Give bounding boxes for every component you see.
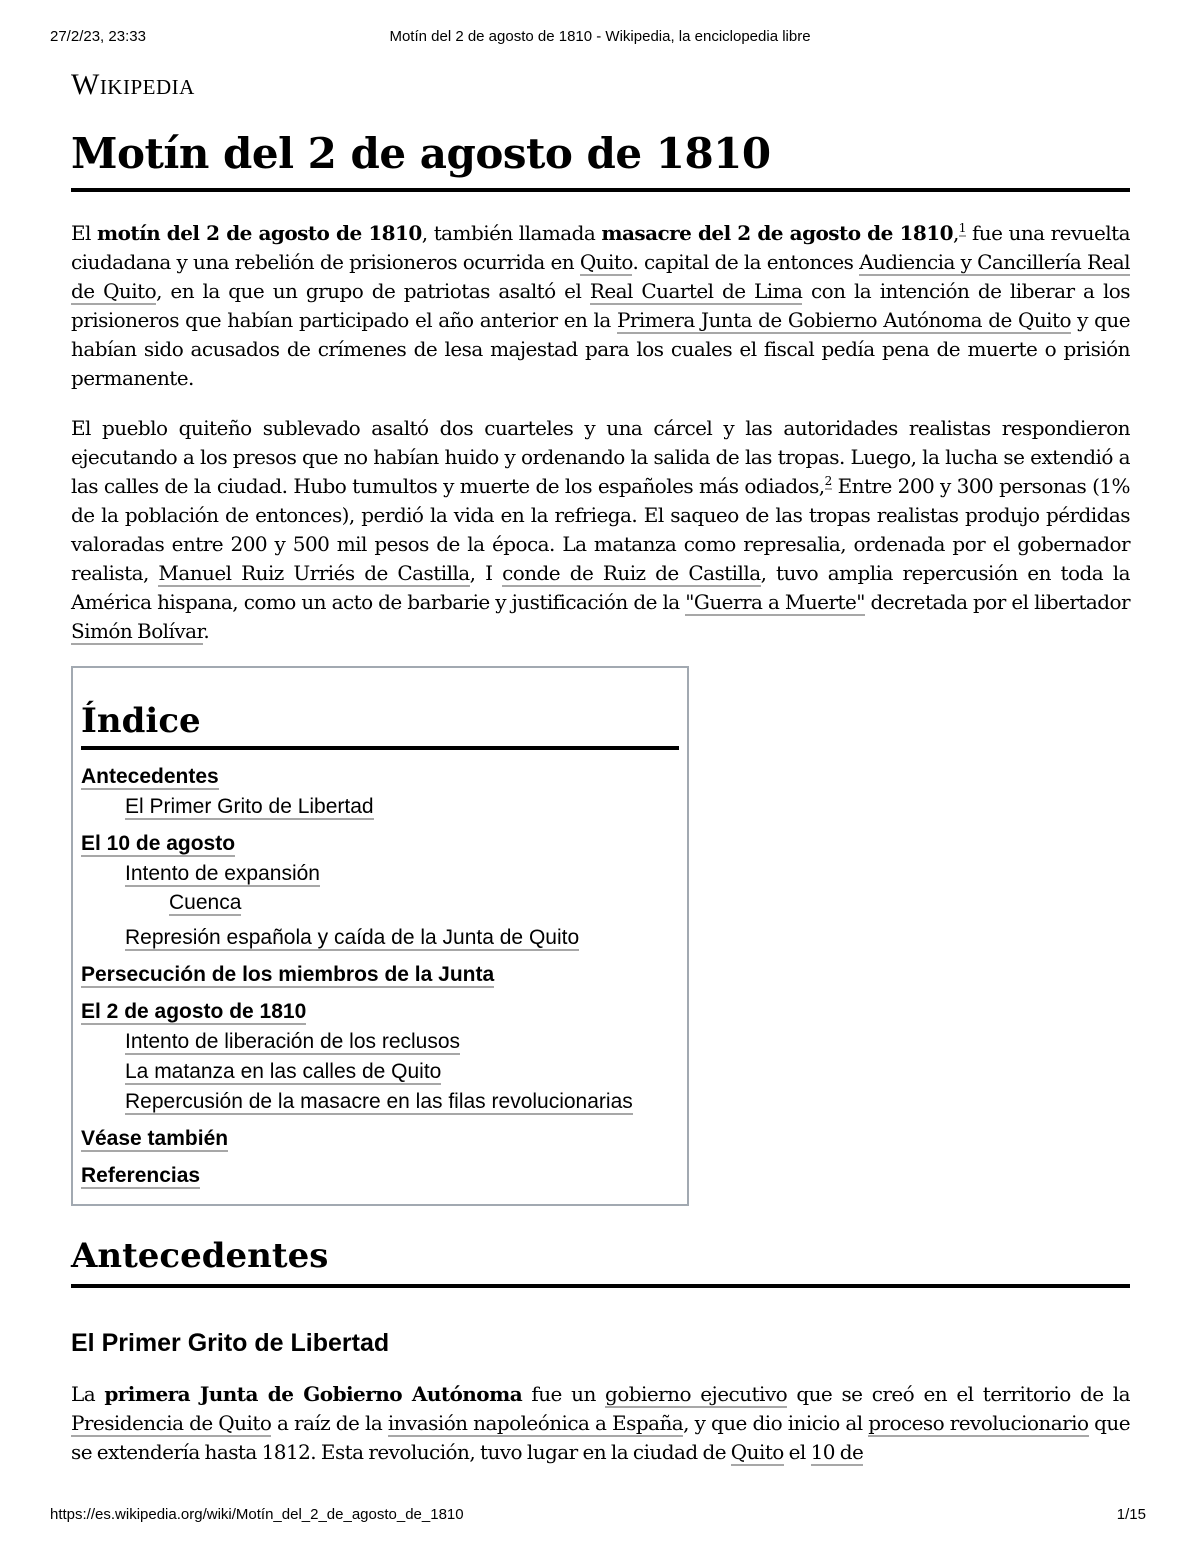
link-quito[interactable]: Quito <box>579 250 633 274</box>
print-page-title: Motín del 2 de agosto de 1810 - Wikipedia, la enciclopedia libre <box>389 28 811 45</box>
subsection-heading-primer-grito: El Primer Grito de Libertad <box>71 1329 390 1357</box>
toc-item-intento-liberacion[interactable]: Intento de liberación de los reclusos <box>125 1030 461 1053</box>
toc-item-2-agosto-1810[interactable]: El 2 de agosto de 1810 <box>81 1000 307 1023</box>
intro-paragraph-1: El motín del 2 de agosto de 1810, también llamada masacre del 2 de agosto de 1810,$^1$ fue una revuelta ciudadana y una rebelión de prisioneros ocurrida en Quito. capital de la entonces Audiencia y Cancillería Real de Quito, en la que un grupo de patriotas asaltó el Real Cuartel de Lima con la intención de liberar a los prisioneros que habían participado el año anterior en la Primera Junta de Gobierno Autónoma de Quito y que habían sido acusados de crímenes de lesa majestad para los cuales el fiscal pedía pena de muerte o prisión permanente. <box>71 221 1130 390</box>
print-date: 27/2/23, 23:33 <box>50 28 146 45</box>
print-header <box>0 28 1200 50</box>
toc-item-persecucion[interactable]: Persecución de los miembros de la Junta <box>81 963 495 986</box>
toc-item-cuenca[interactable]: Cuenca <box>169 891 242 914</box>
link-presidencia-quito[interactable]: Presidencia de Quito <box>71 1411 272 1435</box>
link-audiencia-quito[interactable]: Audiencia y Cancillería Real de Quito <box>71 250 1130 303</box>
link-proceso-revolucionario[interactable]: proceso revolucionario <box>868 1411 1089 1435</box>
link-conde-ruiz-castilla[interactable]: conde de Ruiz de Castilla <box>502 561 761 585</box>
section-heading-antecedentes: Antecedentes <box>71 1232 1130 1288</box>
link-simon-bolivar[interactable]: Simón Bolívar <box>71 619 204 643</box>
intro-paragraph-2: El pueblo quiteño sublevado asaltó dos cuarteles y una cárcel y las autoridades realistas respondieron ejecutando a los presos que no habían huido y ordenando la salida de las tropas. Luego, la lucha se extendió a las calles de la ciudad. Hubo tumultos y muerte de los españoles más odiados,$^2$ Entre 200 y 300 personas (1% de la población de entonces), perdió la vida en la refriega. El saqueo de las tropas realistas produjo pérdidas valoradas entre 200 y 500 mil pesos de la época. La matanza como represalia, ordenada por el gobernador realista, Manuel Ruiz Urriés de Castilla, I conde de Ruiz de Castilla, tuvo amplia repercusión en toda la América hispana, como un acto de barbarie y justificación de la "Guerra a Muerte" decretada por el libertador Simón Bolívar. <box>71 416 1131 643</box>
link-gobierno-ejecutivo[interactable]: gobierno ejecutivo <box>605 1382 788 1406</box>
toc-item-repercusion[interactable]: Repercusión de la masacre en las filas revolucionarias <box>125 1090 633 1113</box>
toc-item-10-agosto[interactable]: El 10 de agosto <box>81 832 236 855</box>
toc-item-intento-expansion[interactable]: Intento de expansión <box>125 862 320 885</box>
page-title: Motín del 2 de agosto de 1810 <box>71 122 1130 192</box>
toc-item-referencias[interactable]: Referencias <box>81 1164 201 1187</box>
reference-link-2[interactable]: 2 <box>824 474 832 488</box>
toc-item-antecedentes[interactable]: Antecedentes <box>81 765 219 788</box>
link-real-cuartel-lima[interactable]: Real Cuartel de Lima <box>589 279 803 303</box>
print-url: https://es.wikipedia.org/wiki/Motín_del_2_de_agosto_de_1810 <box>50 1506 464 1523</box>
paragraph-primer-grito: La primera Junta de Gobierno Autónoma fue un gobierno ejecutivo que se creó en el territorio de la Presidencia de Quito a raíz de la invasión napoleónica a España, y que dio inicio al proceso revolucionario que se extendería hasta 1812. Esta revolución, tuvo lugar en la ciudad de Quito el 10 de <box>71 1382 1131 1464</box>
link-quito-2[interactable]: Quito <box>730 1440 784 1464</box>
wikipedia-logo[interactable]: Wikipedia <box>71 68 195 101</box>
link-primera-junta[interactable]: Primera Junta de Gobierno Autónoma de Quito <box>616 308 1071 332</box>
toc-item-primer-grito[interactable]: El Primer Grito de Libertad <box>125 795 374 818</box>
article-content <box>71 122 1130 1467</box>
link-invasion-napoleonica[interactable]: invasión napoleónica a España <box>387 1411 684 1435</box>
toc-item-vease-tambien[interactable]: Véase también <box>81 1127 229 1150</box>
toc-item-matanza-calles[interactable]: La matanza en las calles de Quito <box>125 1060 442 1083</box>
toc-list <box>81 762 679 1190</box>
toc-heading: Índice <box>81 698 679 750</box>
reference-link-1[interactable]: 1 <box>958 221 966 235</box>
page-number: 1/15 <box>1116 1506 1146 1523</box>
toc-item-represion-espanola[interactable]: Represión española y caída de la Junta de Quito <box>125 926 580 949</box>
link-manuel-ruiz[interactable]: Manuel Ruiz Urriés de Castilla <box>158 561 470 585</box>
link-10-agosto[interactable]: 10 de <box>810 1440 864 1464</box>
link-guerra-a-muerte[interactable]: "Guerra a Muerte" <box>685 590 865 614</box>
print-footer <box>0 1506 1200 1528</box>
table-of-contents <box>71 666 689 1206</box>
